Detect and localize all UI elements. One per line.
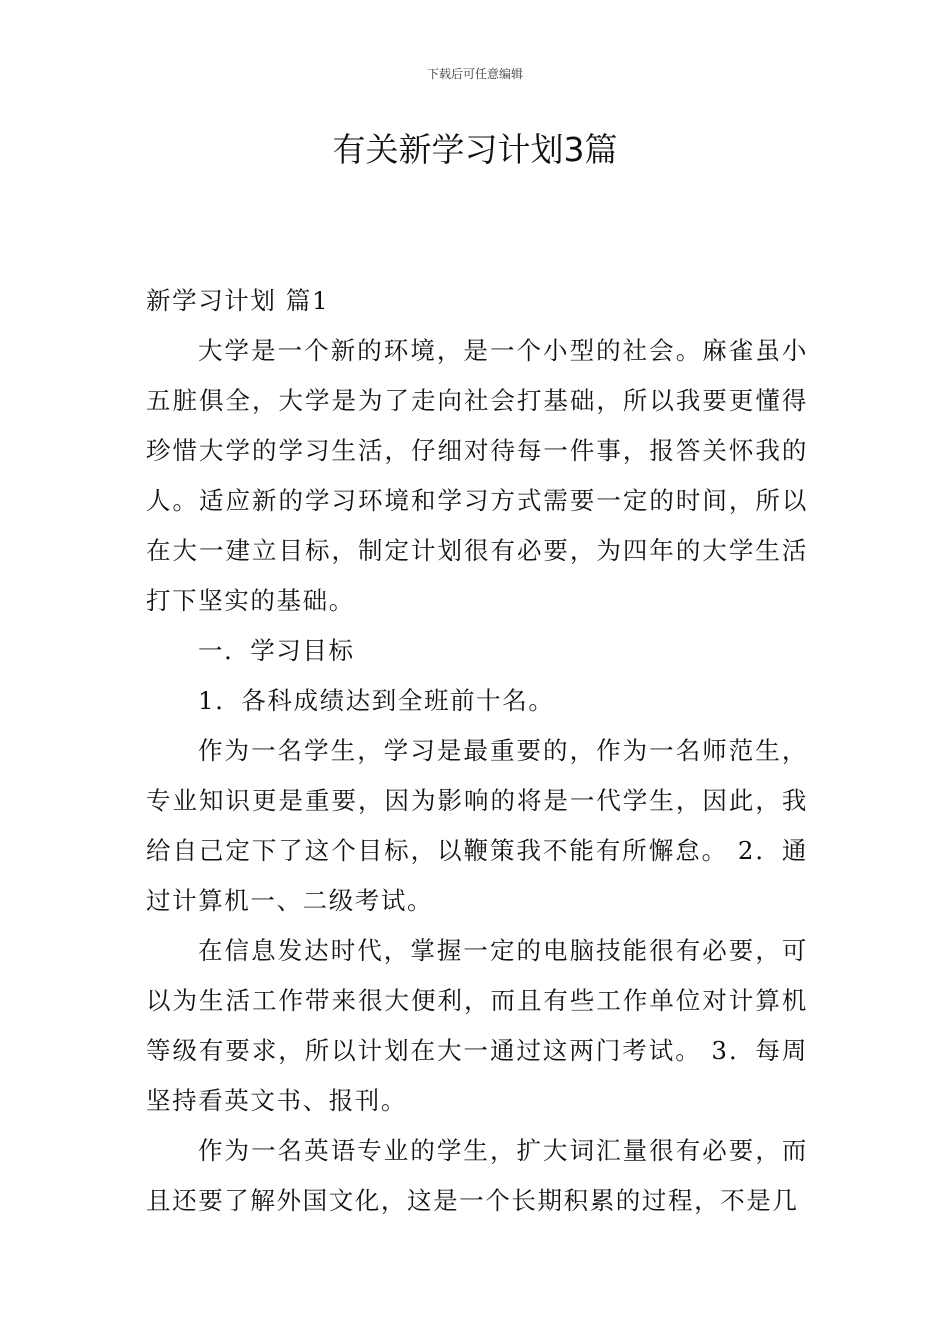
- paragraph: 作为一名学生，学习是最重要的，作为一名师范生，专业知识更是重要，因为影响的将是一代学生，因此，我给自己定下了这个目标，以鞭策我不能有所懈怠。 2．通过计算机一、二级考试。: [146, 736, 808, 915]
- paragraph: 大学是一个新的环境，是一个小型的社会。麻雀虽小五脏俱全，大学是为了走向社会打基础，所以我要更懂得珍惜大学的学习生活，仔细对待每一件事，报答关怀我的人。适应新的学习环境和学习方式需要一定的时间，所以在大一建立目标，制定计划很有必要，为四年的大学生活打下坚实的基础。: [146, 336, 808, 615]
- header-note: 下载后可任意编辑: [426, 67, 523, 81]
- document-title: 有关新学习计划3篇: [332, 130, 618, 169]
- subheading: 一．学习目标: [198, 636, 355, 665]
- list-item: 1．各科成绩达到全班前十名。: [198, 686, 555, 715]
- paragraph: 作为一名英语专业的学生，扩大词汇量很有必要，而且还要了解外国文化，这是一个长期积累的过程，不是几: [146, 1136, 808, 1215]
- section-heading: 新学习计划 篇1: [146, 286, 330, 315]
- paragraph: 在信息发达时代，掌握一定的电脑技能很有必要，可以为生活工作带来很大便利，而且有些工作单位对计算机等级有要求，所以计划在大一通过这两门考试。 3．每周坚持看英文书、报刊。: [146, 936, 808, 1115]
- document-body: [146, 276, 808, 1226]
